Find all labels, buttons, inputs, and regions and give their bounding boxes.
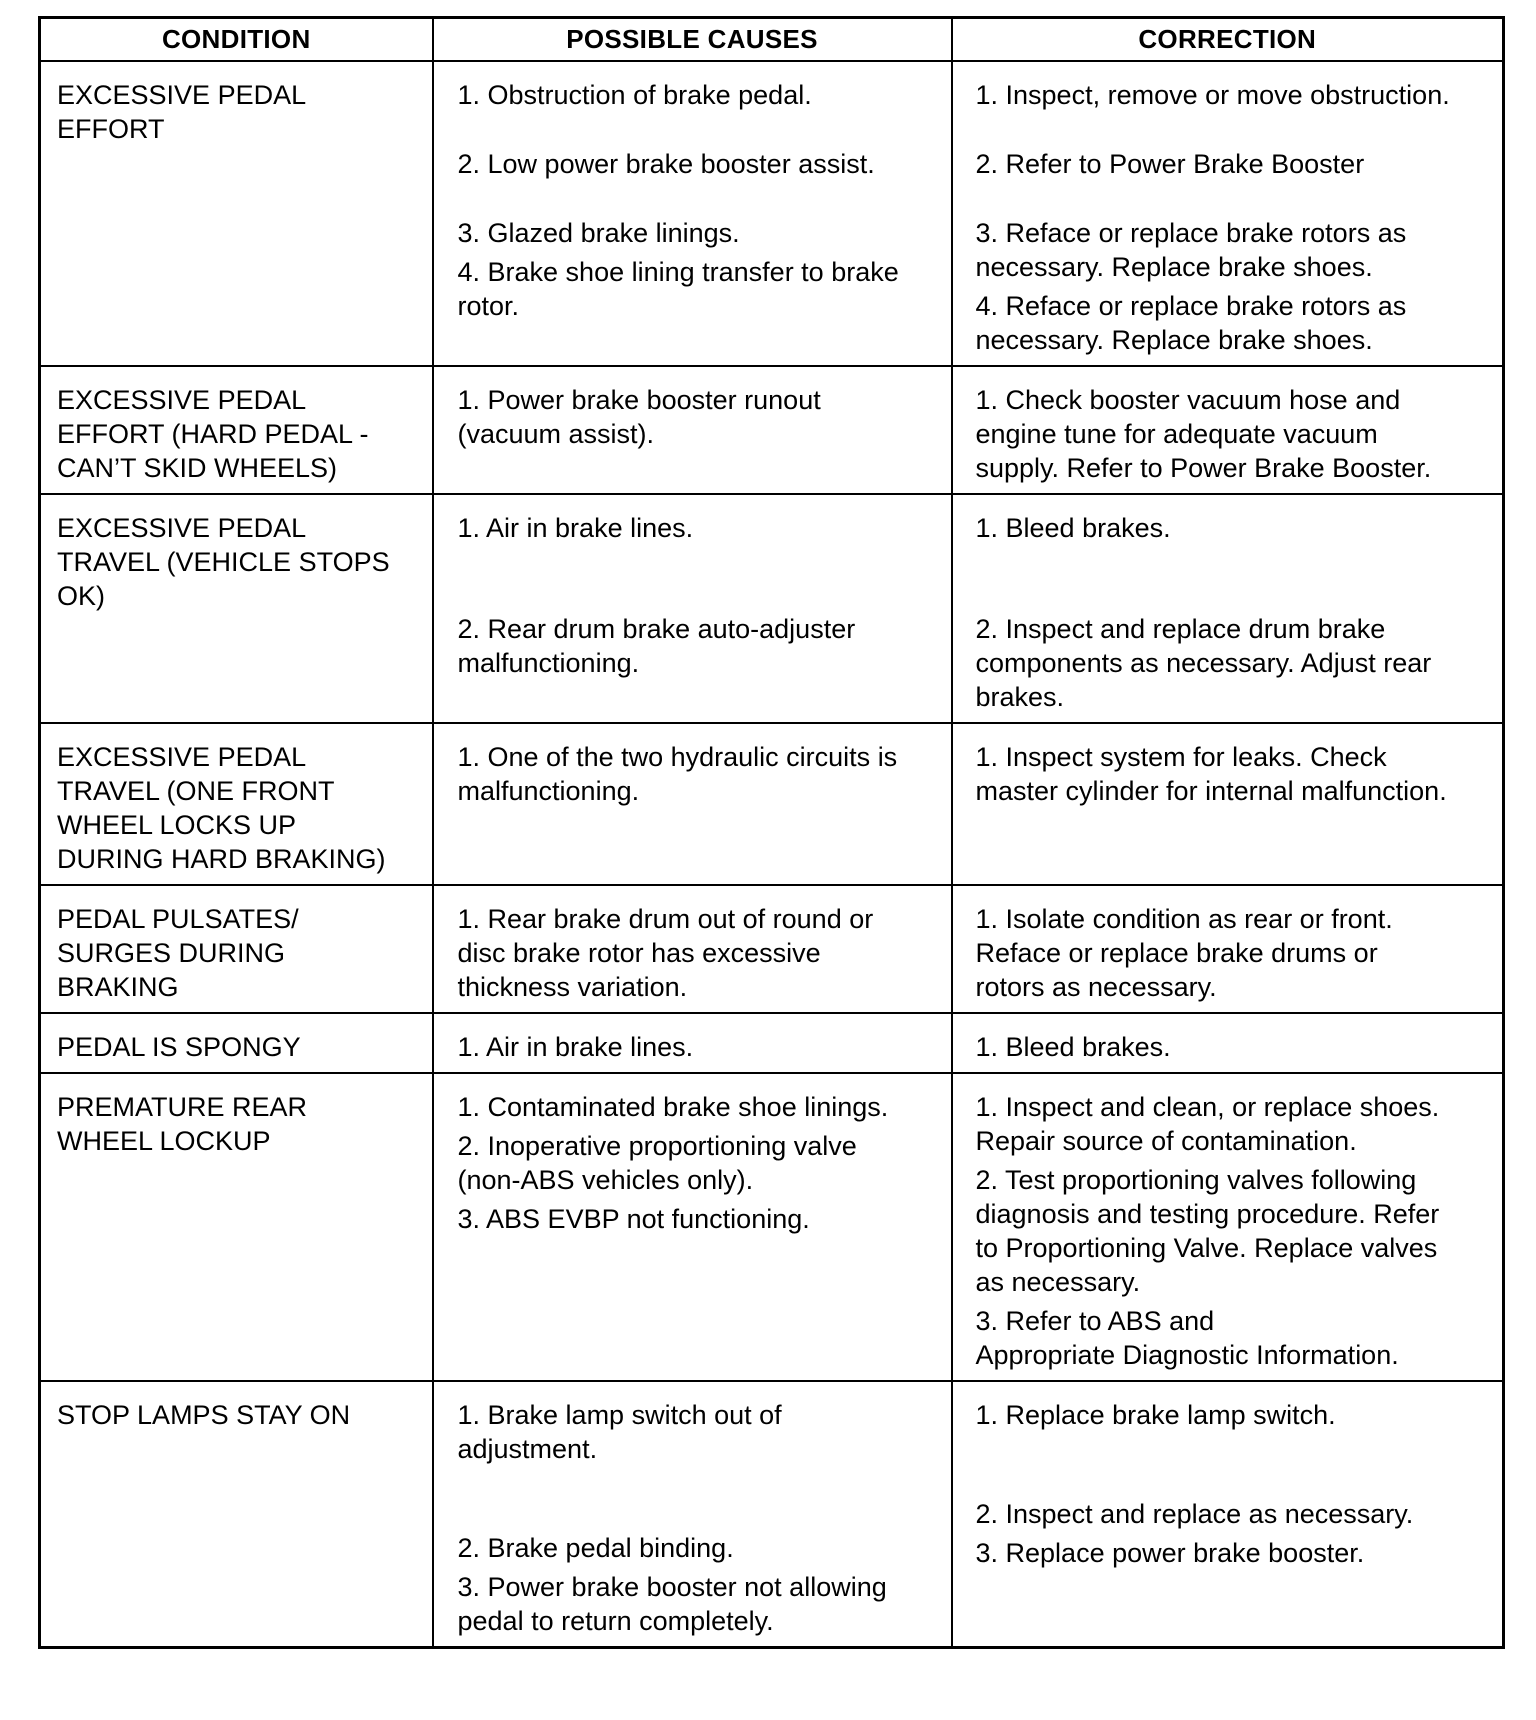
condition-cell: [40, 1381, 433, 1648]
correction-cell: [952, 1381, 1504, 1648]
correction-item: 3. Refer to ABS and Appropriate Diagnostic Information.: [975, 1306, 1399, 1370]
cause-item: 2. Low power brake booster assist.: [457, 149, 875, 179]
correction-item: 2. Refer to Power Brake Booster: [975, 149, 1365, 179]
header-row: [40, 18, 1504, 62]
condition-cell: [40, 366, 433, 494]
condition-cell: [40, 61, 433, 366]
cause-item: 1. One of the two hydraulic circuits is malfunctioning.: [457, 742, 898, 806]
correction-item: 2. Inspect and replace as necessary.: [975, 1499, 1414, 1529]
possible-causes-cell: [433, 885, 952, 1013]
table-row: [40, 1381, 1504, 1648]
possible-causes-cell: [433, 494, 952, 723]
table-row: [40, 723, 1504, 885]
correction-item: 1. Replace brake lamp switch.: [975, 1400, 1336, 1430]
condition-cell: [40, 1073, 433, 1381]
cause-item: 1. Air in brake lines.: [457, 513, 694, 543]
possible-causes-cell: [433, 61, 952, 366]
correction-item: 3. Reface or replace brake rotors as necessary. Replace brake shoes.: [975, 218, 1407, 282]
correction-item: 1. Isolate condition as rear or front. Reface or replace brake drums or rotors as necessary.: [975, 904, 1393, 1002]
correction-cell: [952, 723, 1504, 885]
condition-cell: [40, 723, 433, 885]
condition-text: STOP LAMPS STAY ON: [57, 1400, 351, 1430]
header-correction: CORRECTION: [952, 18, 1504, 62]
correction-item: 3. Replace power brake booster.: [975, 1538, 1365, 1568]
cause-item: 3. ABS EVBP not functioning.: [457, 1204, 810, 1234]
possible-causes-cell: [433, 1013, 952, 1073]
cause-item: 2. Inoperative proportioning valve (non-ABS vehicles only).: [457, 1131, 857, 1195]
cause-item: 1. Brake lamp switch out of adjustment.: [457, 1400, 782, 1464]
correction-cell: [952, 1013, 1504, 1073]
header-condition: CONDITION: [40, 18, 433, 62]
correction-item: 1. Inspect system for leaks. Check master cylinder for internal malfunction.: [975, 742, 1447, 806]
correction-cell: [952, 366, 1504, 494]
correction-item: 1. Bleed brakes.: [975, 1032, 1171, 1062]
correction-item: 1. Inspect, remove or move obstruction.: [975, 80, 1450, 110]
condition-text: PEDAL PULSATES/ SURGES DURING BRAKING: [57, 904, 299, 1002]
condition-cell: [40, 885, 433, 1013]
condition-text: PEDAL IS SPONGY: [57, 1032, 301, 1062]
cause-item: 4. Brake shoe lining transfer to brake rotor.: [457, 257, 899, 321]
correction-item: 1. Bleed brakes.: [975, 513, 1171, 543]
cause-item: 1. Power brake booster runout (vacuum assist).: [457, 385, 821, 449]
cause-item: 1. Air in brake lines.: [457, 1032, 694, 1062]
table-row: [40, 61, 1504, 366]
table-row: [40, 885, 1504, 1013]
cause-item: 2. Rear drum brake auto-adjuster malfunctioning.: [457, 614, 856, 678]
table-body: [40, 61, 1504, 1648]
correction-cell: [952, 61, 1504, 366]
possible-causes-cell: [433, 1073, 952, 1381]
cause-item: 3. Power brake booster not allowing pedal to return completely.: [457, 1572, 887, 1636]
condition-text: EXCESSIVE PEDAL EFFORT: [57, 80, 307, 144]
correction-cell: [952, 885, 1504, 1013]
table-row: [40, 1073, 1504, 1381]
cause-item: 3. Glazed brake linings.: [457, 218, 740, 248]
condition-text: PREMATURE REAR WHEEL LOCKUP: [57, 1092, 308, 1156]
condition-cell: [40, 494, 433, 723]
table-row: [40, 1013, 1504, 1073]
possible-causes-cell: [433, 366, 952, 494]
possible-causes-cell: [433, 723, 952, 885]
header-possible-causes: POSSIBLE CAUSES: [433, 18, 952, 62]
diagnosis-table: [38, 16, 1505, 1649]
condition-text: EXCESSIVE PEDAL TRAVEL (ONE FRONT WHEEL LOCKS UP DURING HARD BRAKING): [57, 742, 386, 874]
cause-item: 1. Contaminated brake shoe linings.: [457, 1092, 889, 1122]
cause-item: 1. Obstruction of brake pedal.: [457, 80, 812, 110]
possible-causes-cell: [433, 1381, 952, 1648]
correction-item: 1. Inspect and clean, or replace shoes. Repair source of contamination.: [975, 1092, 1440, 1156]
correction-cell: [952, 1073, 1504, 1381]
table-row: [40, 494, 1504, 723]
correction-cell: [952, 494, 1504, 723]
correction-item: 2. Inspect and replace drum brake components as necessary. Adjust rear brakes.: [975, 614, 1432, 712]
correction-item: 2. Test proportioning valves following diagnosis and testing procedure. Refer to Proportioning Valve. Replace valves as necessary.: [975, 1165, 1440, 1297]
correction-item: 4. Reface or replace brake rotors as necessary. Replace brake shoes.: [975, 291, 1407, 355]
condition-text: EXCESSIVE PEDAL EFFORT (HARD PEDAL - CAN’T SKID WHEELS): [57, 385, 369, 483]
condition-cell: [40, 1013, 433, 1073]
cause-item: 2. Brake pedal binding.: [457, 1533, 734, 1563]
table-row: [40, 366, 1504, 494]
cause-item: 1. Rear brake drum out of round or disc brake rotor has excessive thickness variation.: [457, 904, 874, 1002]
condition-text: EXCESSIVE PEDAL TRAVEL (VEHICLE STOPS OK): [57, 513, 390, 611]
correction-item: 1. Check booster vacuum hose and engine tune for adequate vacuum supply. Refer to Power Brake Booster.: [975, 385, 1432, 483]
